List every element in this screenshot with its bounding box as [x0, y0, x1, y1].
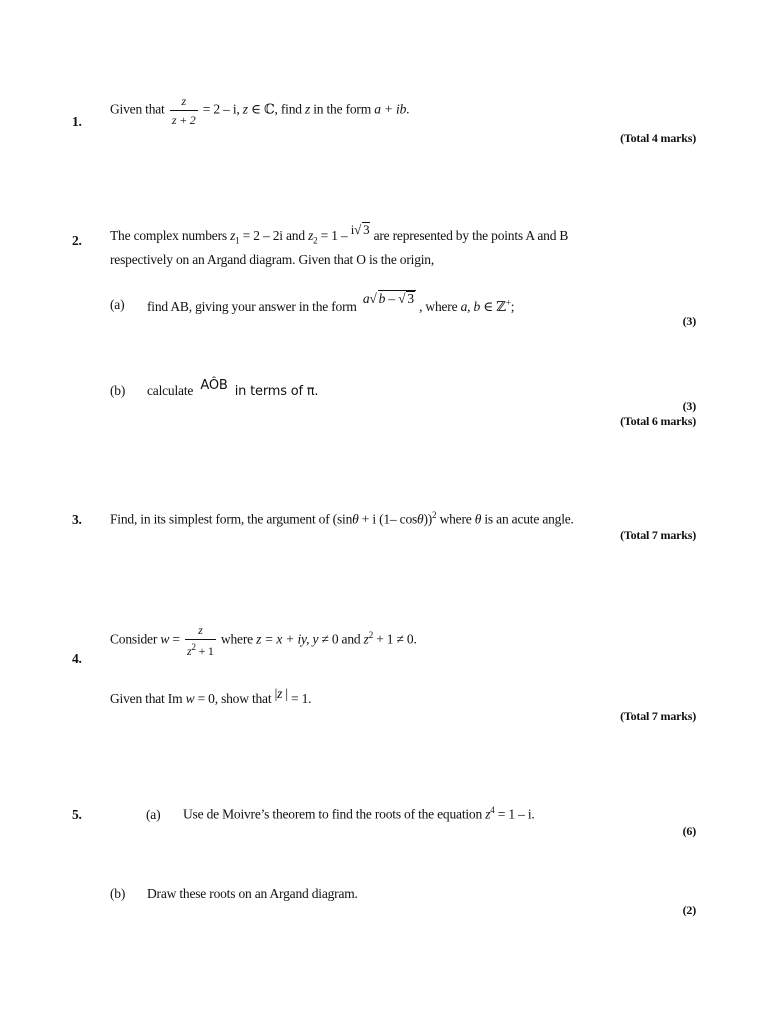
part-b-text: Draw these roots on an Argand diagram.	[147, 886, 358, 901]
part-label-a: (a)	[110, 297, 125, 312]
text-segment: where	[439, 511, 472, 527]
text-segment: ≠ 0 and	[321, 631, 361, 647]
question-number: 2.	[72, 233, 82, 248]
text-segment: ;	[510, 298, 515, 314]
text-segment: = 2 – 2i and	[242, 228, 305, 243]
variable: z	[485, 806, 491, 822]
integer-set	[483, 299, 514, 314]
fraction-numerator: z	[181, 94, 186, 108]
variable: z	[308, 228, 314, 243]
subscript: 1	[235, 235, 240, 246]
question-text-line-2	[110, 686, 312, 707]
text-segment: + i (1– cos	[361, 511, 418, 527]
fraction-denominator: z + 2	[170, 110, 198, 126]
variable: z	[230, 228, 236, 243]
radicand: 3	[363, 222, 370, 237]
text-segment: = 1 –	[320, 228, 348, 243]
radicand-expression: b –	[378, 290, 395, 306]
text-segment: Consider	[110, 631, 158, 647]
variable: z	[186, 644, 192, 658]
root-expression: i√ 3	[350, 222, 370, 237]
text-segment: = 0, show that	[197, 691, 272, 706]
text-segment: is an acute angle.	[484, 511, 574, 527]
variable: z	[242, 101, 248, 117]
variable: z	[304, 101, 311, 117]
variable: z	[277, 686, 283, 701]
question-text-line-1	[110, 222, 569, 246]
variable: w	[185, 691, 195, 706]
question-number: 1.	[72, 114, 82, 129]
expression: a + ib	[374, 101, 407, 117]
text-segment: ∈ ℤ	[483, 298, 506, 314]
variable: y	[312, 631, 319, 647]
part-label-b: (b)	[110, 886, 126, 901]
superscript: 4	[490, 805, 495, 815]
text-segment: Given that Im	[110, 691, 183, 706]
total-marks: (Total 4 marks)	[620, 131, 696, 145]
text-segment: Find, in its simplest form, the argument of (sin	[110, 511, 353, 527]
total-marks: (Total 7 marks)	[620, 709, 696, 723]
angle-expression: AÔB	[200, 378, 228, 393]
text-segment: ))	[423, 511, 433, 527]
text-segment: , where	[419, 298, 458, 314]
fraction-denominator	[185, 639, 216, 657]
text-segment: = 1 – i.	[497, 806, 535, 822]
variable: z	[256, 631, 262, 647]
root-form: a√ b – √ 3	[362, 290, 414, 306]
superscript: 2	[191, 642, 196, 652]
text-segment: .	[406, 101, 410, 117]
modulus: |z |	[274, 686, 288, 701]
question-text	[110, 510, 574, 528]
question-number: 5.	[72, 807, 82, 822]
subscript: 2	[313, 235, 318, 246]
text-segment: are represented by the points A and B	[373, 228, 569, 243]
superscript: 2	[368, 630, 374, 641]
part-b-text	[147, 377, 319, 399]
question-text-line-1	[110, 624, 417, 657]
question-number: 4.	[72, 651, 82, 666]
variable: a	[362, 290, 370, 306]
fraction-numerator: z	[198, 623, 203, 637]
part-a-text	[147, 289, 515, 314]
question-text	[110, 95, 409, 126]
part-a-marks: (6)	[682, 824, 696, 838]
variable: θ	[417, 511, 424, 527]
total-marks: (Total 7 marks)	[620, 528, 696, 542]
part-label-b: (b)	[110, 383, 126, 398]
fraction	[185, 624, 216, 657]
variable: θ	[352, 511, 359, 527]
part-b-marks: (2)	[682, 903, 696, 917]
radicand: 3	[407, 290, 414, 306]
text-segment: calculate	[147, 383, 194, 398]
text-segment: where	[220, 631, 253, 647]
variable: θ	[474, 511, 482, 527]
text-segment: Use de Moivre’s theorem to find the roots of the equation	[183, 806, 483, 822]
expression: = x + iy,	[264, 631, 310, 647]
variable: z	[363, 631, 369, 647]
text-segment: =	[172, 631, 180, 647]
text-segment: + 1 ≠ 0.	[376, 631, 417, 647]
superscript: +	[505, 297, 511, 307]
text-segment: find AB, giving your answer in the form	[147, 298, 357, 314]
text-segment: in the form	[313, 101, 372, 117]
part-b-marks: (3)	[682, 399, 696, 413]
text-lead: Given that	[110, 101, 165, 117]
text-segment: + 1	[198, 644, 214, 658]
imaginary-unit: i	[350, 222, 355, 237]
text-segment: in terms of π.	[234, 384, 319, 399]
text-segment: ∈ ℂ, find	[250, 101, 302, 117]
question-text-line-2: respectively on an Argand diagram. Given that O is the origin,	[110, 252, 435, 267]
part-label-a: (a)	[146, 807, 161, 822]
fraction	[170, 95, 198, 126]
question-number: 3.	[72, 512, 82, 527]
total-marks: (Total 6 marks)	[620, 414, 696, 428]
part-a-marks: (3)	[682, 314, 696, 328]
superscript: 2	[432, 510, 437, 520]
variable: w	[160, 631, 170, 647]
text-segment: = 2 – i,	[202, 101, 240, 117]
part-a-text	[183, 805, 535, 823]
text-segment: = 1.	[291, 691, 312, 706]
variables: a, b	[460, 298, 481, 314]
text-segment: The complex numbers	[110, 228, 227, 243]
